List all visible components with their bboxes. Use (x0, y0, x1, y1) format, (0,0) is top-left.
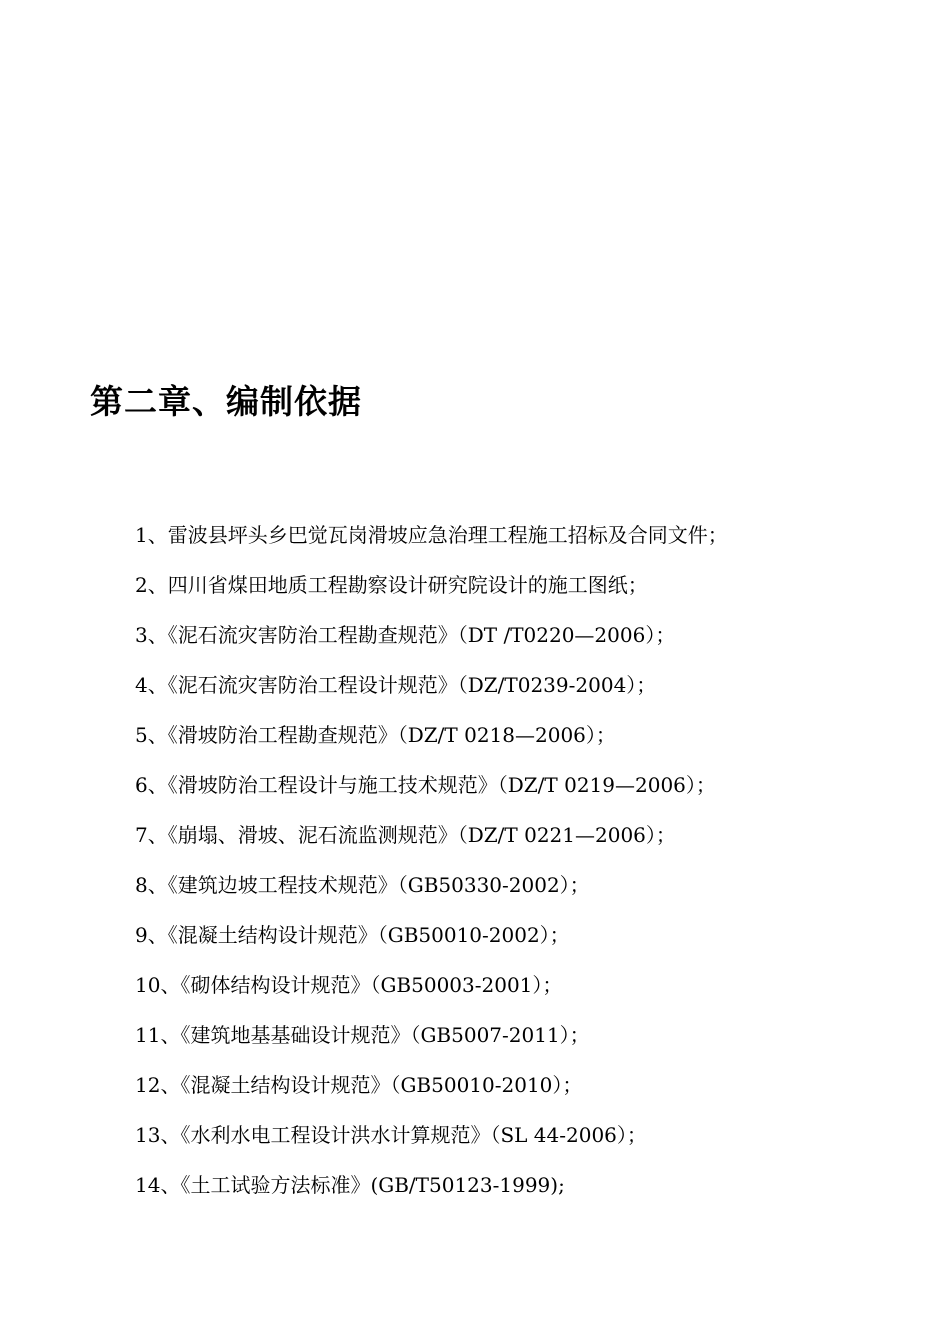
reference-item: 13、《水利水电工程设计洪水计算规范》（SL 44-2006）； (135, 1123, 647, 1147)
reference-item: 1、雷波县坪头乡巴觉瓦岗滑坡应急治理工程施工招标及合同文件； (135, 523, 728, 547)
reference-item: 8、《建筑边坡工程技术规范》（GB50330-2002）； (135, 873, 590, 897)
reference-item: 2、四川省煤田地质工程勘察设计研究院设计的施工图纸； (135, 573, 648, 597)
reference-item: 10、《砌体结构设计规范》（GB50003-2001）； (135, 973, 563, 997)
reference-item: 7、《崩塌、滑坡、泥石流监测规范》（DZ/T 0221—2006）； (135, 823, 676, 847)
reference-item: 11、《建筑地基基础设计规范》（GB5007-2011）； (135, 1023, 590, 1047)
reference-item: 5、《滑坡防治工程勘查规范》（DZ/T 0218—2006）； (135, 723, 616, 747)
reference-item: 9、《混凝土结构设计规范》（GB50010-2002）； (135, 923, 570, 947)
reference-list (135, 516, 915, 1216)
reference-item: 6、《滑坡防治工程设计与施工技术规范》（DZ/T 0219—2006）； (135, 773, 716, 797)
chapter-title: 第二章、编制依据 (90, 382, 362, 421)
reference-item: 4、《泥石流灾害防治工程设计规范》（DZ/T0239-2004）； (135, 673, 657, 697)
reference-item: 12、《混凝土结构设计规范》（GB50010-2010）； (135, 1073, 583, 1097)
reference-item: 14、《土工试验方法标准》(GB/T50123-1999); (135, 1173, 565, 1197)
reference-item: 3、《泥石流灾害防治工程勘查规范》（DT /T0220—2006）； (135, 623, 676, 647)
